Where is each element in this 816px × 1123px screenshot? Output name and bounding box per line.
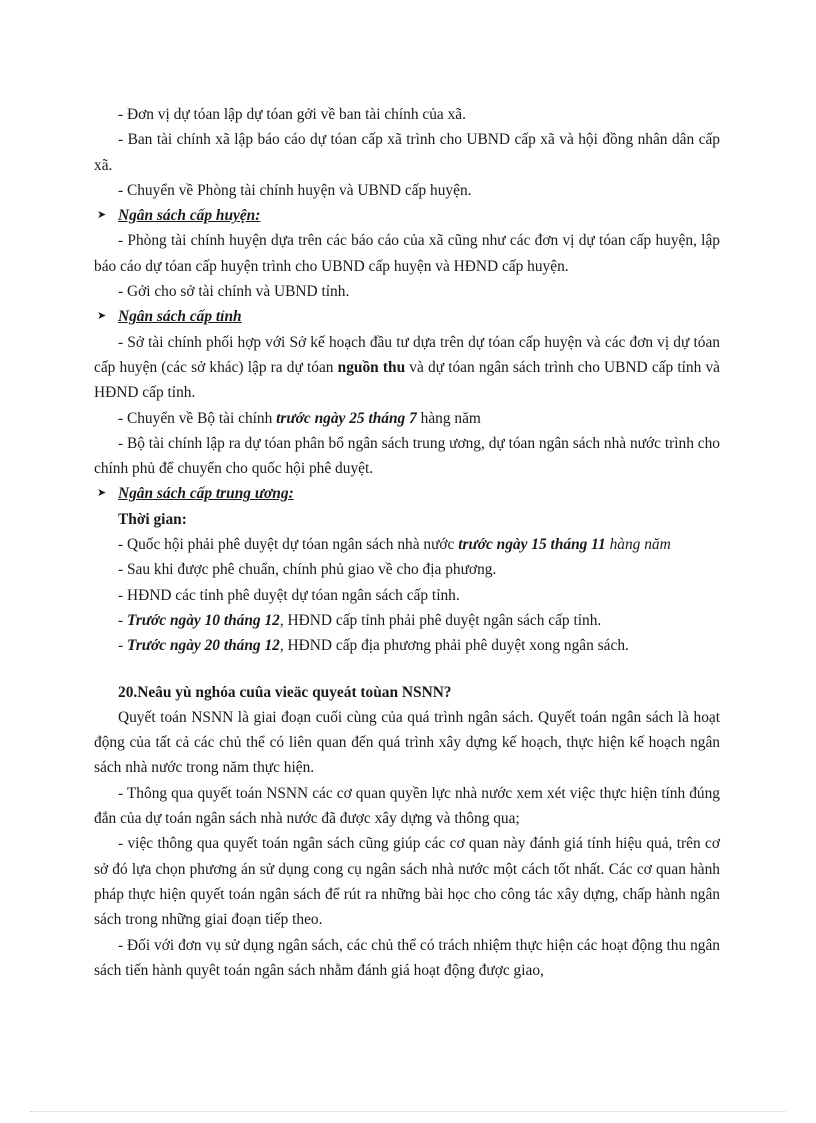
paragraph-province-approve: - HĐND các tỉnh phê duyệt dự tóan ngân sách cấp tỉnh. (118, 586, 460, 604)
question-20-title: 20.Neâu yù nghóa cuûa vieäc quyeát toùan NSNN? (118, 683, 452, 701)
heading-district-budget (94, 203, 720, 228)
arrowhead-bullet-icon: ➤ (97, 209, 107, 222)
paragraph-ministry-allocation: - Bộ tài chính lập ra dự tóan phân bổ ngân sách trung ương, dự tóan ngân sách nhà nước trình cho chính phủ để chuyển cho quốc hội phê duyệt. (94, 434, 720, 478)
time-label: Thời gian: (118, 510, 187, 528)
arrowhead-bullet-icon: ➤ (97, 487, 107, 500)
paragraph-deadline-dec20 (94, 633, 720, 658)
paragraph-settlement-review: - Thông qua quyết toán NSNN các cơ quan quyền lực nhà nước xem xét việc thực hiện tính đúng đắn của dự toán ngân sách nhà nước đã được xây dựng và thông qua; (94, 784, 720, 828)
paragraph-commune-units: - Đơn vị dự tóan lập dự tóan gởi về ban tài chính của xã. (118, 106, 466, 123)
deadline-december-10: Trước ngày 10 tháng 12 (126, 611, 280, 629)
paragraph-national-assembly (94, 532, 720, 557)
emphasis-revenue: nguồn thu (337, 358, 406, 376)
heading-district-label: Ngân sách cấp huyện: (118, 207, 261, 225)
section-spacer (94, 659, 720, 680)
arrowhead-bullet-icon: ➤ (97, 310, 107, 323)
paragraph-settlement-efficiency: - việc thông qua quyết toán ngân sách cũng giúp các cơ quan này đánh giá tính hiệu quả, trên cơ sở đó lựa chọn phương án sử dụng cong cụ ngân sách nhà nước một cách tốt nhất. Các cơ quan hành pháp thực hiện quyết toán ngân sách để rút ra những bài học cho công tác xây dựng, chấp hành ngân sách trong những giai đoạn tiếp theo. (94, 835, 720, 929)
paragraph-deadline-dec10 (94, 608, 720, 633)
text-span: hàng năm (416, 409, 481, 427)
text-span: - (118, 637, 127, 655)
heading-province-budget (94, 304, 720, 329)
paragraph-transfer-district: - Chuyển về Phòng tài chính huyện và UBND cấp huyện. (118, 181, 472, 199)
paragraph-send-province: - Gởi cho sở tài chính và UBND tỉnh. (118, 283, 350, 301)
paragraph-district-office: - Phòng tài chính huyện dựa trên các báo cáo của xã cũng như các đơn vị dự tóan cấp huyện, lập báo cáo dự tóan cấp huyện trình cho UBND cấp huyện và HĐND cấp huyện. (94, 232, 720, 275)
text-span: và dự tóan ngân sách trình cho UBND cấp tỉnh và HĐND cấp tỉnh. (94, 358, 720, 402)
heading-central-label: Ngân sách cấp trung ương: (118, 485, 294, 503)
text-span: - Chuyển về Bộ tài chính (118, 409, 277, 427)
paragraph-province-finance (94, 330, 720, 406)
heading-province-label: Ngân sách cấp tỉnh (118, 308, 242, 326)
heading-central-budget (94, 481, 720, 506)
deadline-december-20: Trước ngày 20 tháng 12 (126, 637, 280, 655)
paragraph-transfer-ministry (94, 406, 720, 431)
deadline-november: trước ngày 15 tháng 11 (458, 536, 606, 554)
text-span: , HĐND cấp tỉnh phải phê duyệt ngân sách cấp tỉnh. (279, 611, 602, 629)
text-span: , HĐND cấp địa phương phải phê duyệt xong ngân sách. (279, 637, 629, 655)
text-span: - Sở tài chính phối hợp với Sở kế hoạch đầu tư dựa trên dự tóan cấp huyện và các đơn vị dự tóan cấp huyện (các sở khác) lập ra dự tóan (94, 333, 720, 376)
deadline-july: trước ngày 25 tháng 7 (276, 409, 417, 427)
page-bottom-divider (30, 1111, 786, 1112)
paragraph-government-assign: - Sau khi được phê chuẩn, chính phủ giao về cho địa phương. (118, 561, 497, 579)
paragraph-settlement-units: - Đối với đơn vụ sử dụng ngân sách, các chủ thể có trách nhiệm thực hiện các hoạt động thu ngân sách tiến hành quyêt toán ngân sách nhằm đánh giá hoạt động được giao, (94, 936, 720, 979)
document-body (94, 102, 720, 983)
paragraph-settlement-definition: Quyết toán NSNN là giai đoạn cuối cùng của quá trình ngân sách. Quyết toán ngân sách là hoạt động của tất cả các chủ thể có liên quan đến quá trình xây dựng kế hoạch, thực hiện kế hoạch ngân sách nhà nước trong năm thực hiện. (94, 708, 720, 777)
text-span: - Quốc hội phải phê duyệt dự tóan ngân sách nhà nước (118, 536, 459, 554)
text-span: hàng năm (605, 536, 671, 554)
paragraph-commune-finance: - Ban tài chính xã lập báo cáo dự tóan cấp xã trình cho UBND cấp xã và hội đồng nhân dân cấp xã. (94, 131, 720, 174)
text-span: - (118, 611, 127, 629)
